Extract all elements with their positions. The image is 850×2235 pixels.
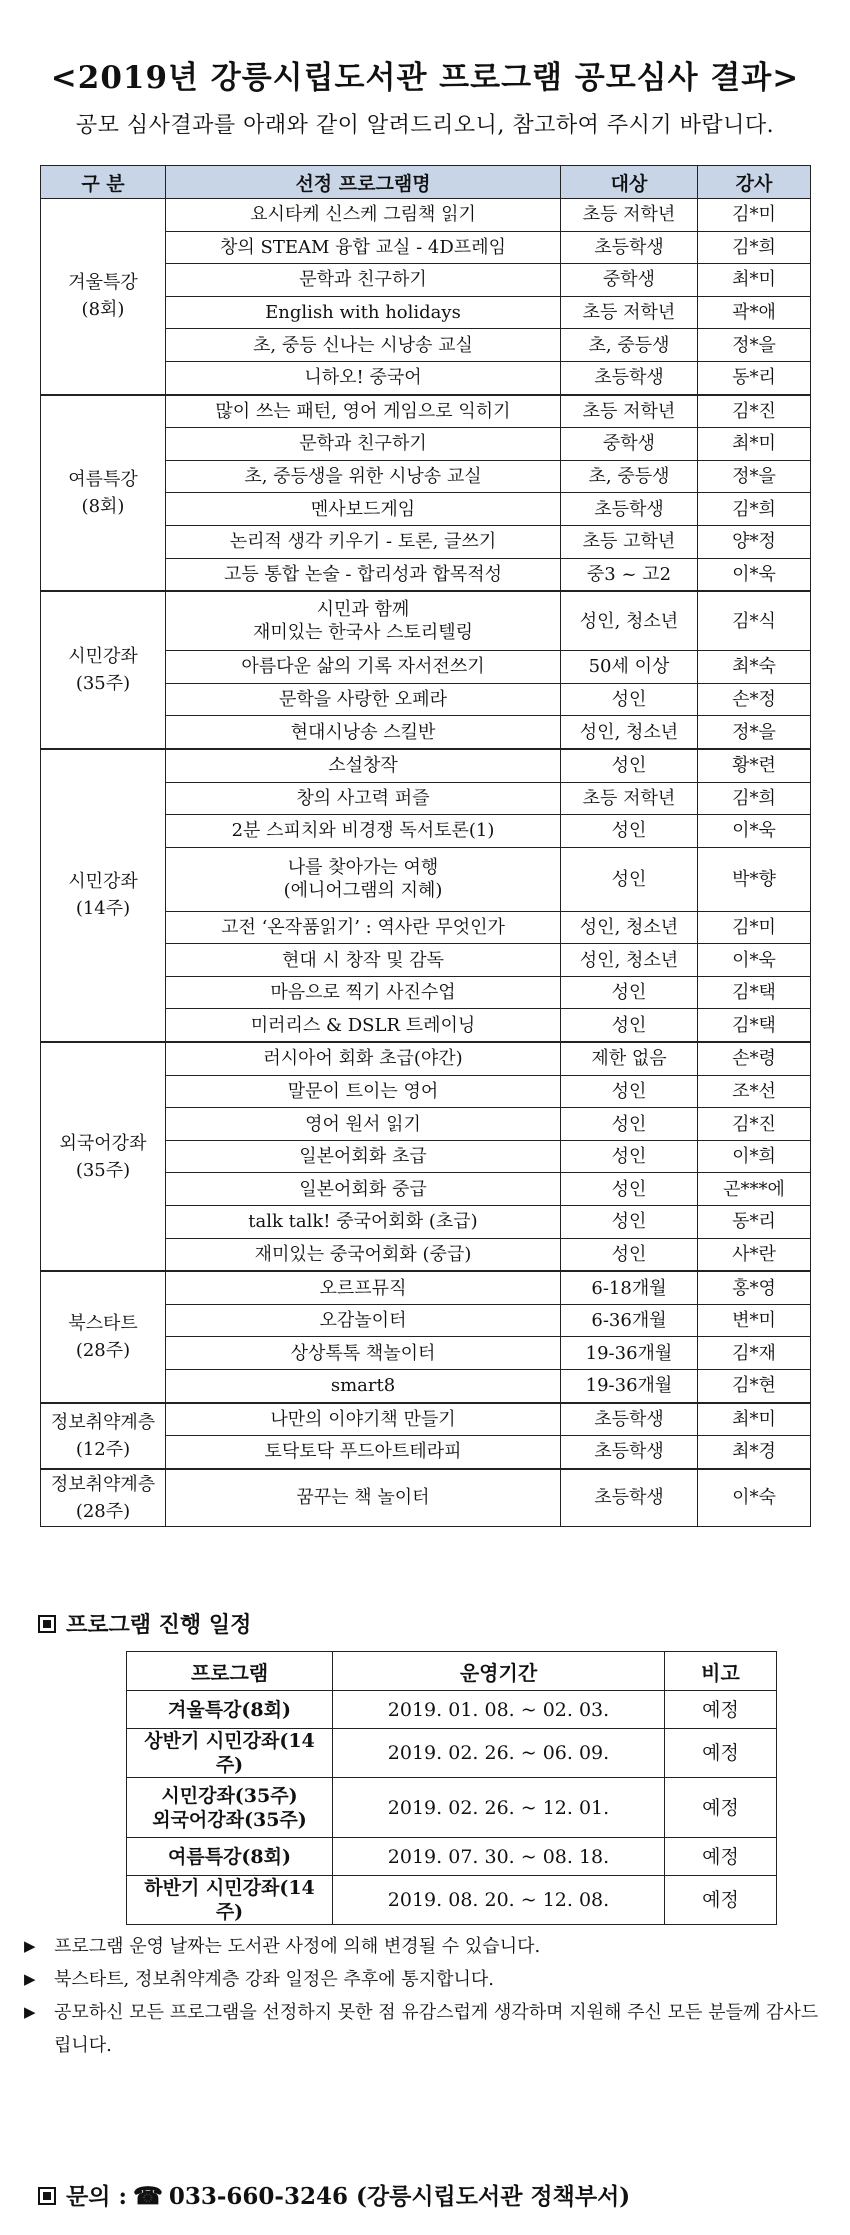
cell-line: (12주) bbox=[75, 1438, 131, 1460]
schedule-table-body bbox=[127, 1691, 777, 1925]
header-target: 대상 bbox=[561, 166, 698, 199]
header-category: 구 분 bbox=[41, 166, 166, 199]
cell-line: 북스타트 bbox=[68, 1312, 138, 1334]
result-table-header-row bbox=[41, 166, 811, 199]
contact-line bbox=[38, 2178, 630, 2211]
schedule-header-program: 프로그램 bbox=[127, 1652, 333, 1691]
schedule-period-cell: 2019. 07. 30. ~ 08. 18. bbox=[333, 1838, 665, 1876]
note-item bbox=[22, 1963, 822, 1996]
target-cell: 초등 고학년 bbox=[561, 525, 698, 558]
cell-line: (8회) bbox=[81, 299, 125, 321]
contact-phone: 033-660-3246 bbox=[168, 2183, 348, 2210]
schedule-period-cell: 2019. 02. 26. ~ 12. 01. bbox=[333, 1778, 665, 1838]
instructor-cell: 정*을 bbox=[698, 460, 811, 493]
cell-line: 마음으로 찍기 사진수업 bbox=[270, 982, 456, 1004]
cell-line: 창의 STEAM 융합 교실 - 4D프레임 bbox=[220, 236, 506, 258]
category-cell bbox=[41, 1403, 166, 1469]
target-cell: 성인 bbox=[561, 1140, 698, 1173]
program-cell bbox=[166, 651, 561, 684]
program-cell bbox=[166, 976, 561, 1009]
instructor-cell: 김*미 bbox=[698, 199, 811, 232]
target-cell: 19-36개월 bbox=[561, 1370, 698, 1403]
instructor-cell: 정*을 bbox=[698, 329, 811, 362]
category-cell bbox=[41, 199, 166, 395]
program-cell bbox=[166, 199, 561, 232]
instructor-cell: 김*택 bbox=[698, 976, 811, 1009]
program-cell bbox=[166, 944, 561, 977]
schedule-note-cell: 예정 bbox=[665, 1778, 777, 1838]
schedule-program-cell bbox=[127, 1876, 333, 1925]
cell-line: 오감놀이터 bbox=[319, 1310, 407, 1332]
schedule-period-cell: 2019. 01. 08. ~ 02. 03. bbox=[333, 1691, 665, 1729]
target-cell: 성인 bbox=[561, 1075, 698, 1108]
program-cell bbox=[166, 815, 561, 848]
instructor-cell: 곤***에 bbox=[698, 1173, 811, 1206]
program-cell bbox=[166, 1009, 561, 1042]
program-cell bbox=[166, 847, 561, 911]
cell-line: 많이 쓰는 패턴, 영어 게임으로 익히기 bbox=[215, 400, 511, 422]
program-cell bbox=[166, 716, 561, 749]
target-cell: 성인 bbox=[561, 1009, 698, 1042]
note-text: 공모하신 모든 프로그램을 선정하지 못한 점 유감스럽게 생각하며 지원해 주신 모든 분들께 감사드립니다. bbox=[54, 2002, 819, 2056]
program-cell bbox=[166, 1173, 561, 1206]
program-cell bbox=[166, 1238, 561, 1271]
target-cell: 초, 중등생 bbox=[561, 460, 698, 493]
cell-line: 현대 시 창작 및 감독 bbox=[282, 949, 444, 971]
note-text: 북스타트, 정보취약계층 강좌 일정은 추후에 통지합니다. bbox=[54, 1969, 494, 1990]
target-cell: 성인 bbox=[561, 1108, 698, 1141]
table-row bbox=[41, 591, 811, 651]
instructor-cell: 최*경 bbox=[698, 1436, 811, 1469]
program-cell bbox=[166, 493, 561, 526]
program-cell bbox=[166, 329, 561, 362]
target-cell: 초등학생 bbox=[561, 231, 698, 264]
target-cell: 초등학생 bbox=[561, 1436, 698, 1469]
header-instructor: 강사 bbox=[698, 166, 811, 199]
cell-line: (14주) bbox=[75, 898, 131, 920]
cell-line: 초, 중등 신나는 시낭송 교실 bbox=[253, 334, 473, 356]
instructor-cell: 김*희 bbox=[698, 231, 811, 264]
category-cell bbox=[41, 1469, 166, 1527]
cell-line: 재미있는 중국어회화 (중급) bbox=[254, 1243, 472, 1265]
cell-line: 꿈꾸는 책 놀이터 bbox=[296, 1487, 430, 1509]
cell-line: 영어 원서 읽기 bbox=[305, 1113, 421, 1135]
cell-line: 창의 사고력 퍼즐 bbox=[296, 787, 430, 809]
cell-line: 오르프뮤직 bbox=[319, 1277, 407, 1299]
note-item bbox=[22, 1996, 822, 2062]
instructor-cell: 김*현 bbox=[698, 1370, 811, 1403]
instructor-cell: 김*희 bbox=[698, 782, 811, 815]
schedule-period-cell: 2019. 08. 20. ~ 12. 08. bbox=[333, 1876, 665, 1925]
cell-line: 정보취약계층 bbox=[50, 1473, 156, 1495]
target-cell: 성인, 청소년 bbox=[561, 716, 698, 749]
target-cell: 19-36개월 bbox=[561, 1337, 698, 1370]
schedule-program-cell bbox=[127, 1729, 333, 1778]
cell-line: 토닥토닥 푸드아트테라피 bbox=[264, 1441, 462, 1463]
table-row bbox=[127, 1691, 777, 1729]
contact-label: 문의 : bbox=[66, 2183, 127, 2210]
cell-line: English with holidays bbox=[265, 302, 461, 324]
target-cell: 중학생 bbox=[561, 264, 698, 297]
table-row bbox=[127, 1838, 777, 1876]
target-cell: 성인 bbox=[561, 847, 698, 911]
cell-line: 미러리스 & DSLR 트레이닝 bbox=[250, 1014, 476, 1036]
black-square-icon bbox=[38, 1615, 56, 1633]
schedule-table bbox=[126, 1651, 777, 1925]
program-cell bbox=[166, 1403, 561, 1436]
instructor-cell: 변*미 bbox=[698, 1304, 811, 1337]
instructor-cell: 손*정 bbox=[698, 683, 811, 716]
instructor-cell: 이*희 bbox=[698, 1140, 811, 1173]
cell-line: (28주) bbox=[75, 1339, 131, 1361]
instructor-cell: 사*란 bbox=[698, 1238, 811, 1271]
result-table bbox=[40, 165, 811, 1527]
target-cell: 초, 중등생 bbox=[561, 329, 698, 362]
program-cell bbox=[166, 1075, 561, 1108]
program-cell bbox=[166, 1370, 561, 1403]
target-cell: 성인 bbox=[561, 749, 698, 782]
instructor-cell: 손*령 bbox=[698, 1042, 811, 1075]
cell-line: 니하오! 중국어 bbox=[304, 367, 422, 389]
program-cell bbox=[166, 749, 561, 782]
schedule-program-cell bbox=[127, 1778, 333, 1838]
table-row bbox=[41, 1403, 811, 1436]
cell-line: 논리적 생각 키우기 - 토론, 글쓰기 bbox=[229, 531, 497, 553]
table-row bbox=[127, 1778, 777, 1838]
program-cell bbox=[166, 1206, 561, 1239]
schedule-note-cell: 예정 bbox=[665, 1876, 777, 1925]
page-title: <2019년 강릉시립도서관 프로그램 공모심사 결과> bbox=[50, 60, 800, 96]
cell-line: 러시아어 회화 초급(야간) bbox=[263, 1048, 463, 1070]
program-cell bbox=[166, 782, 561, 815]
cell-line: smart8 bbox=[330, 1375, 396, 1397]
schedule-header-note: 비고 bbox=[665, 1652, 777, 1691]
instructor-cell: 동*리 bbox=[698, 1206, 811, 1239]
cell-line: 시민과 함께 bbox=[316, 599, 410, 621]
cell-line: 나를 찾아가는 여행 bbox=[287, 857, 439, 879]
program-cell bbox=[166, 1108, 561, 1141]
cell-line: 2분 스피치와 비경쟁 독서토론(1) bbox=[231, 820, 495, 842]
program-cell bbox=[166, 1469, 561, 1527]
schedule-heading bbox=[38, 1608, 251, 1639]
cell-line: 초, 중등생을 위한 시낭송 교실 bbox=[244, 466, 482, 488]
table-row bbox=[41, 1042, 811, 1075]
schedule-program-cell bbox=[127, 1838, 333, 1876]
target-cell: 성인, 청소년 bbox=[561, 591, 698, 651]
schedule-header-row bbox=[127, 1652, 777, 1691]
program-cell bbox=[166, 395, 561, 428]
cell-line: 요시타케 신스케 그림책 읽기 bbox=[250, 204, 476, 226]
program-cell bbox=[166, 264, 561, 297]
target-cell: 중3 ~ 고2 bbox=[561, 558, 698, 591]
target-cell: 성인 bbox=[561, 1206, 698, 1239]
cell-line: 소설창작 bbox=[328, 755, 398, 777]
program-cell bbox=[166, 1042, 561, 1075]
target-cell: 초등학생 bbox=[561, 361, 698, 394]
program-cell bbox=[166, 296, 561, 329]
program-cell bbox=[166, 1140, 561, 1173]
target-cell: 50세 이상 bbox=[561, 651, 698, 684]
schedule-note-cell: 예정 bbox=[665, 1838, 777, 1876]
table-row bbox=[41, 1271, 811, 1304]
program-cell bbox=[166, 683, 561, 716]
instructor-cell: 김*택 bbox=[698, 1009, 811, 1042]
category-cell bbox=[41, 1042, 166, 1271]
program-cell bbox=[166, 1304, 561, 1337]
category-cell bbox=[41, 749, 166, 1042]
instructor-cell: 박*향 bbox=[698, 847, 811, 911]
cell-line: talk talk! 중국어회화 (초급) bbox=[248, 1211, 478, 1233]
instructor-cell: 이*숙 bbox=[698, 1469, 811, 1527]
notes-list bbox=[22, 1930, 822, 2062]
instructor-cell: 최*미 bbox=[698, 428, 811, 461]
instructor-cell: 김*진 bbox=[698, 1108, 811, 1141]
cell-line: 일본어회화 초급 bbox=[299, 1146, 427, 1168]
instructor-cell: 최*미 bbox=[698, 264, 811, 297]
table-row bbox=[41, 395, 811, 428]
table-row bbox=[41, 199, 811, 232]
cell-line: 멘사보드게임 bbox=[310, 498, 416, 520]
cell-line: 상상톡톡 책놀이터 bbox=[290, 1342, 436, 1364]
cell-line: (35주) bbox=[75, 1159, 131, 1181]
instructor-cell: 조*선 bbox=[698, 1075, 811, 1108]
program-cell bbox=[166, 460, 561, 493]
cell-line: (28주) bbox=[75, 1500, 131, 1522]
phone-icon: ☎ bbox=[132, 2181, 163, 2210]
schedule-header-period: 운영기간 bbox=[333, 1652, 665, 1691]
cell-line: 고전 ‘온작품읽기’ : 역사란 무엇인가 bbox=[221, 916, 505, 938]
instructor-cell: 김*진 bbox=[698, 395, 811, 428]
target-cell: 성인 bbox=[561, 976, 698, 1009]
target-cell: 성인, 청소년 bbox=[561, 944, 698, 977]
schedule-period-cell: 2019. 02. 26. ~ 06. 09. bbox=[333, 1729, 665, 1778]
cell-line: 정보취약계층 bbox=[50, 1411, 156, 1433]
instructor-cell: 최*미 bbox=[698, 1403, 811, 1436]
target-cell: 초등학생 bbox=[561, 1403, 698, 1436]
instructor-cell: 김*식 bbox=[698, 591, 811, 651]
cell-line: (35주) bbox=[75, 673, 131, 695]
instructor-cell: 최*숙 bbox=[698, 651, 811, 684]
program-cell bbox=[166, 525, 561, 558]
instructor-cell: 홍*영 bbox=[698, 1271, 811, 1304]
result-table-body bbox=[41, 199, 811, 1527]
cell-line: 문학과 친구하기 bbox=[299, 433, 427, 455]
target-cell: 초등 저학년 bbox=[561, 199, 698, 232]
cell-line: 문학과 친구하기 bbox=[299, 269, 427, 291]
program-cell bbox=[166, 1436, 561, 1469]
program-cell bbox=[166, 1337, 561, 1370]
instructor-cell: 이*욱 bbox=[698, 558, 811, 591]
program-cell bbox=[166, 911, 561, 944]
category-cell bbox=[41, 591, 166, 749]
category-cell bbox=[41, 1271, 166, 1402]
program-cell bbox=[166, 428, 561, 461]
note-item bbox=[22, 1930, 822, 1963]
cell-line: 여름특강(8회) bbox=[168, 1845, 291, 1868]
cell-line: 아름다운 삶의 기록 자서전쓰기 bbox=[241, 656, 485, 678]
triangle-right-icon: ▶ bbox=[24, 2003, 36, 2021]
instructor-cell: 김*재 bbox=[698, 1337, 811, 1370]
cell-line: (8회) bbox=[81, 495, 125, 517]
target-cell: 초등학생 bbox=[561, 1469, 698, 1527]
cell-line: 일본어회화 중급 bbox=[299, 1178, 427, 1200]
cell-line: 나만의 이야기책 만들기 bbox=[270, 1408, 456, 1430]
instructor-cell: 김*미 bbox=[698, 911, 811, 944]
instructor-cell: 동*리 bbox=[698, 361, 811, 394]
program-cell bbox=[166, 591, 561, 651]
cell-line: 여름특강 bbox=[68, 468, 138, 490]
target-cell: 초등 저학년 bbox=[561, 395, 698, 428]
table-row bbox=[41, 749, 811, 782]
black-square-icon bbox=[38, 2187, 56, 2205]
cell-line: 외국어강좌(35주) bbox=[152, 1808, 307, 1831]
target-cell: 초등학생 bbox=[561, 493, 698, 526]
cell-line: 시민강좌(35주) bbox=[161, 1784, 298, 1807]
category-cell bbox=[41, 395, 166, 592]
target-cell: 성인 bbox=[561, 815, 698, 848]
instructor-cell: 정*을 bbox=[698, 716, 811, 749]
target-cell: 초등 저학년 bbox=[561, 782, 698, 815]
cell-line: 외국어강좌 bbox=[59, 1132, 147, 1154]
note-text: 프로그램 운영 날짜는 도서관 사정에 의해 변경될 수 있습니다. bbox=[54, 1936, 541, 1957]
table-row bbox=[41, 1469, 811, 1527]
cell-line: 말문이 트이는 영어 bbox=[287, 1080, 439, 1102]
program-cell bbox=[166, 558, 561, 591]
cell-line: (에니어그램의 지혜) bbox=[283, 880, 443, 902]
target-cell: 성인, 청소년 bbox=[561, 911, 698, 944]
target-cell: 중학생 bbox=[561, 428, 698, 461]
instructor-cell: 이*욱 bbox=[698, 944, 811, 977]
table-row bbox=[127, 1876, 777, 1925]
instructor-cell: 김*희 bbox=[698, 493, 811, 526]
schedule-note-cell: 예정 bbox=[665, 1691, 777, 1729]
target-cell: 성인 bbox=[561, 683, 698, 716]
target-cell: 6-36개월 bbox=[561, 1304, 698, 1337]
instructor-cell: 이*욱 bbox=[698, 815, 811, 848]
cell-line: 겨울특강(8회) bbox=[168, 1698, 291, 1721]
instructor-cell: 곽*애 bbox=[698, 296, 811, 329]
cell-line: 현대시낭송 스킬반 bbox=[290, 721, 436, 743]
schedule-note-cell: 예정 bbox=[665, 1729, 777, 1778]
target-cell: 제한 없음 bbox=[561, 1042, 698, 1075]
target-cell: 성인 bbox=[561, 1173, 698, 1206]
cell-line: 하반기 시민강좌(14주) bbox=[144, 1877, 315, 1923]
page-subtitle: 공모 심사결과를 아래와 같이 알려드리오니, 참고하여 주시기 바랍니다. bbox=[75, 113, 775, 138]
cell-line: 재미있는 한국사 스토리텔링 bbox=[252, 622, 474, 644]
schedule-heading-text: 프로그램 진행 일정 bbox=[66, 1612, 252, 1638]
target-cell: 초등 저학년 bbox=[561, 296, 698, 329]
cell-line: 고등 통합 논술 - 합리성과 합목적성 bbox=[223, 563, 503, 585]
cell-line: 시민강좌 bbox=[68, 646, 138, 668]
schedule-program-cell bbox=[127, 1691, 333, 1729]
cell-line: 시민강좌 bbox=[68, 871, 138, 893]
table-row bbox=[127, 1729, 777, 1778]
header-program: 선정 프로그램명 bbox=[166, 166, 561, 199]
triangle-right-icon: ▶ bbox=[24, 1970, 36, 1988]
cell-line: 문학을 사랑한 오페라 bbox=[279, 689, 447, 711]
program-cell bbox=[166, 231, 561, 264]
contact-department: (강릉시립도서관 정책부서) bbox=[356, 2183, 631, 2210]
instructor-cell: 양*정 bbox=[698, 525, 811, 558]
cell-line: 상반기 시민강좌(14주) bbox=[144, 1730, 315, 1776]
triangle-right-icon: ▶ bbox=[24, 1937, 36, 1955]
program-cell bbox=[166, 1271, 561, 1304]
target-cell: 6-18개월 bbox=[561, 1271, 698, 1304]
target-cell: 성인 bbox=[561, 1238, 698, 1271]
instructor-cell: 황*련 bbox=[698, 749, 811, 782]
cell-line: 겨울특강 bbox=[68, 272, 138, 294]
program-cell bbox=[166, 361, 561, 394]
